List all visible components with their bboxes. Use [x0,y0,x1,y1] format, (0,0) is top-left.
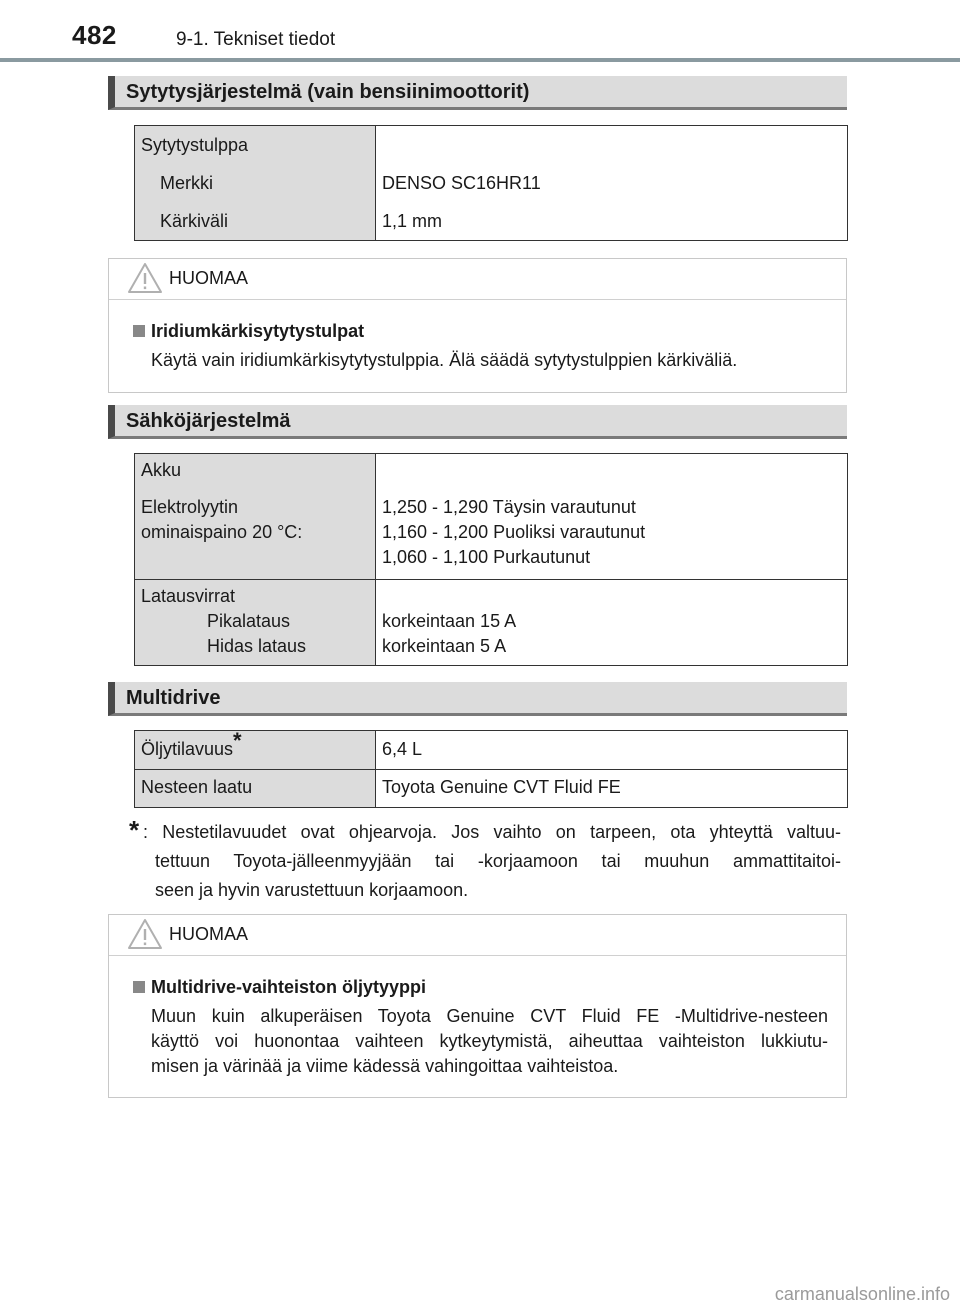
warning-triangle-icon [127,262,163,294]
spark-plug-label: Sytytystulppa [141,135,249,155]
charging-keys [135,580,376,666]
gap-value: 1,1 mm [382,211,443,231]
square-bullet-icon [133,981,145,993]
footnote [129,815,841,905]
density-value: 1,160 - 1,200 Puoliksi varautunut [382,522,646,542]
ignition-table [134,125,848,241]
notice-label: HUOMAA [169,268,249,288]
notice-header [109,915,846,956]
battery-label: Akku [141,460,182,480]
footnote-line: seen ja hyvin varustettuun korjaamoon. [155,880,469,900]
ignition-values [376,126,848,241]
square-bullet-icon [133,325,145,337]
multidrive-table [134,730,848,808]
battery-keys [135,454,376,580]
page-number: 482 [72,20,117,50]
notice-label: HUOMAA [169,924,249,944]
page-header [0,0,960,62]
footnote-line: tettuun Toyota-jälleenmyyjään tai -korjaamoon tai muuhun ammattitaitoi- [155,851,841,871]
notice-text: Käytä vain iridiumkärkisytytystulppia. Älä säädä sytytystulppien kärkiväliä. [151,350,738,370]
density-value: 1,060 - 1,100 Purkautunut [382,547,591,567]
header-rule [0,58,960,62]
slow-charge-value: korkeintaan 5 A [382,636,507,656]
ignition-keys [135,126,376,241]
warning-triangle-icon [127,918,163,950]
charging-values [376,580,848,666]
notice-multidrive-oil [108,914,847,1098]
fluid-type-value: Toyota Genuine CVT Fluid FE [376,770,848,808]
notice-spark-plugs [108,258,847,393]
gap-label: Kärkiväli [160,211,229,231]
electrical-table [134,453,848,666]
chapter-title: 9-1. Tekniset tiedot [176,29,336,50]
density-value: 1,250 - 1,290 Täysin varautunut [382,497,636,517]
brand-label: Merkki [160,173,213,193]
footnote-star: * [129,815,140,845]
fluid-type-label: Nesteen laatu [135,770,376,808]
oil-capacity-label: Öljytilavuus* [135,731,376,770]
oil-capacity-value: 6,4 L [376,731,848,770]
watermark: carmanualsonline.info [774,1284,950,1304]
density-label-2: ominaispaino 20 °C: [141,522,303,542]
battery-values [376,454,848,580]
charging-label: Latausvirrat [141,586,236,606]
density-label-1: Elektrolyytin [141,497,239,517]
brand-value: DENSO SC16HR11 [382,173,541,193]
quick-charge-value: korkeintaan 15 A [382,611,517,631]
notice-subtitle: Iridiumkärkisytytystulpat [127,318,828,344]
section-title-multidrive: Multidrive [108,682,847,716]
footnote-marker: * [233,728,242,753]
slow-charge-label: Hidas lataus [207,636,307,656]
section-title-electrical: Sähköjärjestelmä [108,405,847,439]
section-title-ignition: Sytytysjärjestelmä (vain bensiinimoottorit) [108,76,847,110]
quick-charge-label: Pikalataus [207,611,291,631]
notice-header [109,259,846,300]
footnote-line: : Nestetilavuudet ovat ohjearvoja. Jos vaihto on tarpeen, ota yhteyttä valtuu- [143,822,841,842]
notice-text: Muun kuin alkuperäisen Toyota Genuine CVT Fluid FE -Multidrive-nesteen käyttö voi huonontaa vaihteen kytkeytymistä, aiheuttaa vaihteiston lukkiutu- misen ja värinää ja viime kädessä vahingoittaa vaihteistoa. [151,1006,828,1076]
notice-subtitle: Multidrive-vaihteiston öljytyyppi [127,974,828,1000]
